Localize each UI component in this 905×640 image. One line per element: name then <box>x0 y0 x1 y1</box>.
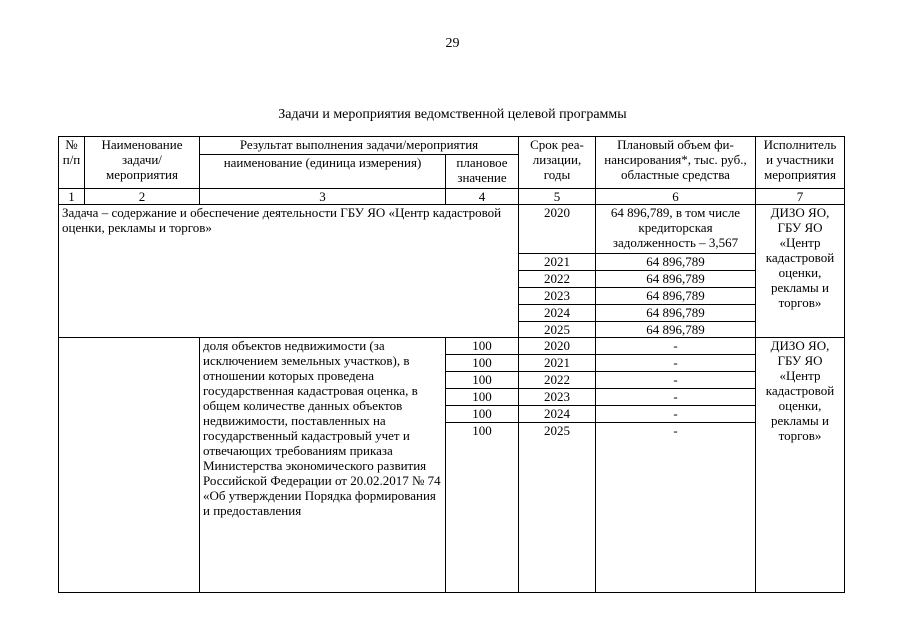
task-year: 2024 <box>519 305 596 322</box>
task-year: 2022 <box>519 271 596 288</box>
col-number: 6 <box>596 189 756 205</box>
task-row <box>59 205 845 254</box>
task-amount: 64 896,789 <box>596 288 756 305</box>
col-number: 3 <box>200 189 446 205</box>
indicator-amount: - <box>596 389 756 406</box>
indicator-value: 100 <box>446 338 519 355</box>
task-year: 2021 <box>519 254 596 271</box>
indicator-row <box>59 338 845 355</box>
indicator-year: 2021 <box>519 355 596 372</box>
indicator-value: 100 <box>446 372 519 389</box>
indicator-text: доля объектов недвижимости (за исключением земельных участков), в отношении которых проведена государственная кадастровая оценка, в общем количестве данных объектов недвижимости, поставленных на государственный кадастровый учет и отвечающих требованиям приказа Министерства экономического развития Российской Федерации от 20.02.2017 № 74 «Об утверждении Порядка формирования и предоставления <box>200 338 446 593</box>
task-amount: 64 896,789, в том числе кредиторская задолженность – 3,567 <box>596 205 756 254</box>
header-col-funding: Плановый объем фи- нансирования*, тыс. руб., областные средства <box>596 137 756 189</box>
task-executor: ДИЗО ЯО, ГБУ ЯО «Центр кадастровой оценки, рекламы и торгов» <box>756 205 845 338</box>
indicator-value: 100 <box>446 389 519 406</box>
task-year: 2020 <box>519 205 596 254</box>
col-number: 1 <box>59 189 85 205</box>
indicator-empty <box>59 338 200 593</box>
header-col-executor: Исполнитель и участники мероприятия <box>756 137 845 189</box>
task-amount: 64 896,789 <box>596 305 756 322</box>
indicator-year: 2025 <box>519 423 596 593</box>
col-number: 2 <box>85 189 200 205</box>
indicator-year: 2024 <box>519 406 596 423</box>
indicator-value: 100 <box>446 355 519 372</box>
indicator-value: 100 <box>446 423 519 593</box>
task-amount: 64 896,789 <box>596 322 756 338</box>
indicator-value: 100 <box>446 406 519 423</box>
indicator-year: 2022 <box>519 372 596 389</box>
col-number: 7 <box>756 189 845 205</box>
indicator-amount: - <box>596 423 756 593</box>
indicator-amount: - <box>596 372 756 389</box>
indicator-amount: - <box>596 338 756 355</box>
indicator-executor: ДИЗО ЯО, ГБУ ЯО «Центр кадастровой оценки, рекламы и торгов» <box>756 338 845 593</box>
document-title: Задачи и мероприятия ведомственной целевой программы <box>278 107 627 122</box>
indicator-amount: - <box>596 355 756 372</box>
col-number: 5 <box>519 189 596 205</box>
column-numbers-row <box>59 189 845 205</box>
task-year: 2025 <box>519 322 596 338</box>
indicator-amount: - <box>596 406 756 423</box>
header-col-result-name: наименование (единица измерения) <box>200 155 446 189</box>
task-amount: 64 896,789 <box>596 254 756 271</box>
page-number: 29 <box>445 36 460 51</box>
header-col-result: Результат выполнения задачи/мероприятия <box>200 137 519 155</box>
task-year: 2023 <box>519 288 596 305</box>
header-col-name: Наименование задачи/ мероприятия <box>85 137 200 189</box>
indicator-year: 2023 <box>519 389 596 406</box>
col-number: 4 <box>446 189 519 205</box>
task-amount: 64 896,789 <box>596 271 756 288</box>
indicator-year: 2020 <box>519 338 596 355</box>
header-col-plan-value: плановое значение <box>446 155 519 189</box>
header-col-number: № п/п <box>59 137 85 189</box>
program-table <box>58 136 845 593</box>
task-text: Задача – содержание и обеспечение деятельности ГБУ ЯО «Центр кадастровой оценки, рекламы и торгов» <box>59 205 519 338</box>
header-col-term: Срок реа- лизации, годы <box>519 137 596 189</box>
